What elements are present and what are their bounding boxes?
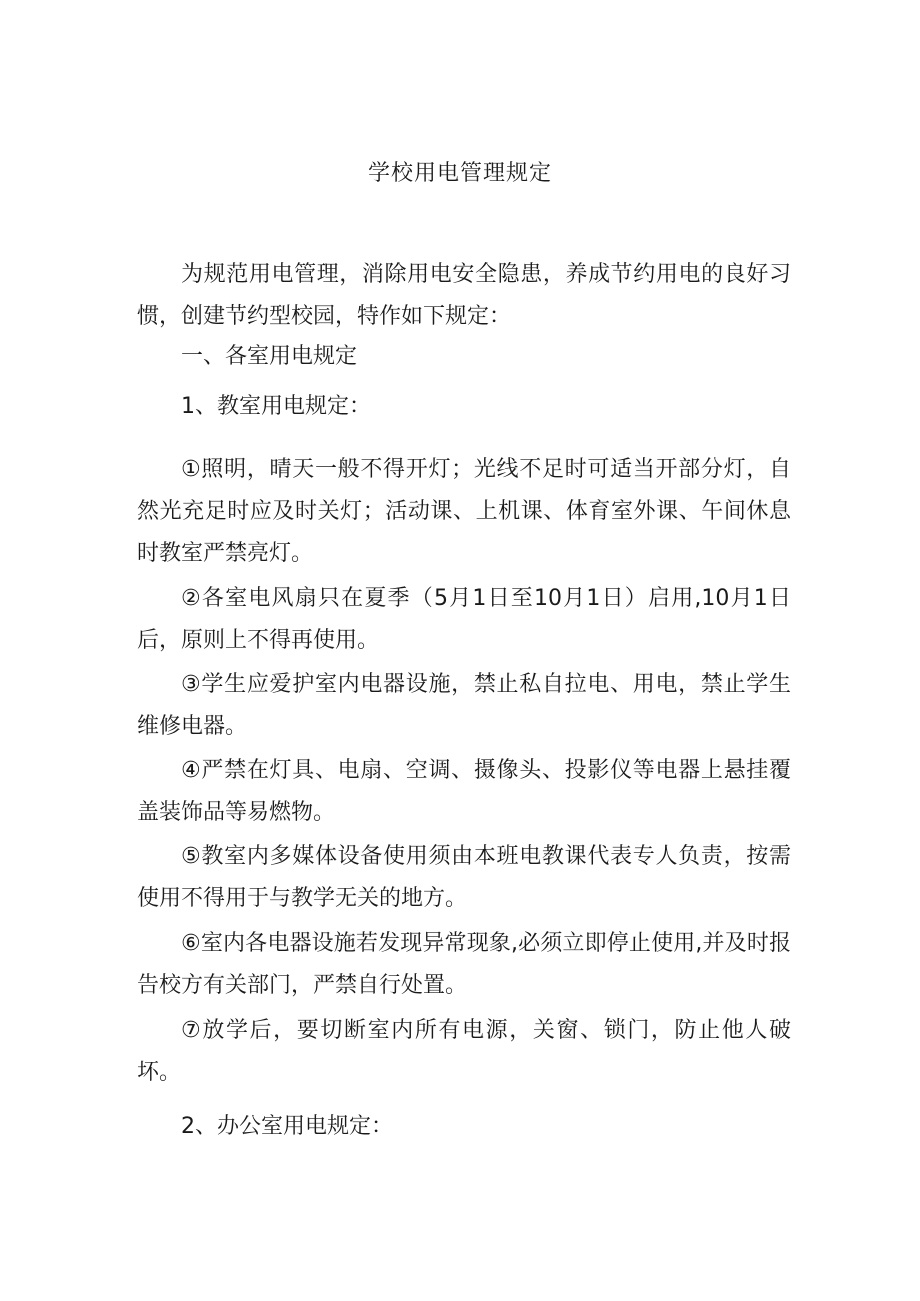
document-title: 学校用电管理规定 [367,161,552,186]
rule-item-6: ⑥室内各电器设施若发现异常现象,必须立即停止使用,并及时报告校方有关部门，严禁自行处置。 [137,931,791,998]
rule-item-3: ③学生应爱护室内电器设施，禁止私自拉电、用电，禁止学生维修电器。 [137,672,791,739]
rule-item-7: ⑦放学后，要切断室内所有电源，关窗、锁门，防止他人破坏。 [137,1018,791,1085]
subsection-heading-classroom: 1、教室用电规定： [181,394,371,419]
subsection-heading-office: 2、办公室用电规定： [181,1114,393,1139]
rule-item-2: ②各室电风扇只在夏季（5月1日至10月1日）启用,10月1日后，原则上不得再使用。 [137,586,791,653]
rule-item-5: ⑤教室内多媒体设备使用须由本班电教课代表专人负责，按需使用不得用于与教学无关的地方。 [137,844,791,911]
rule-item-1: ①照明，晴天一般不得开灯；光线不足时可适当开部分灯，自然光充足时应及时关灯；活动课、上机课、体育室外课、午间休息时教室严禁亮灯。 [137,457,791,566]
intro-paragraph: 为规范用电管理，消除用电安全隐患，养成节约用电的良好习惯，创建节约型校园，特作如下规定： [137,262,791,329]
section-heading-1: 一、各室用电规定 [181,344,358,369]
rule-item-4: ④严禁在灯具、电扇、空调、摄像头、投影仪等电器上悬挂覆盖装饰品等易燃物。 [137,758,791,825]
